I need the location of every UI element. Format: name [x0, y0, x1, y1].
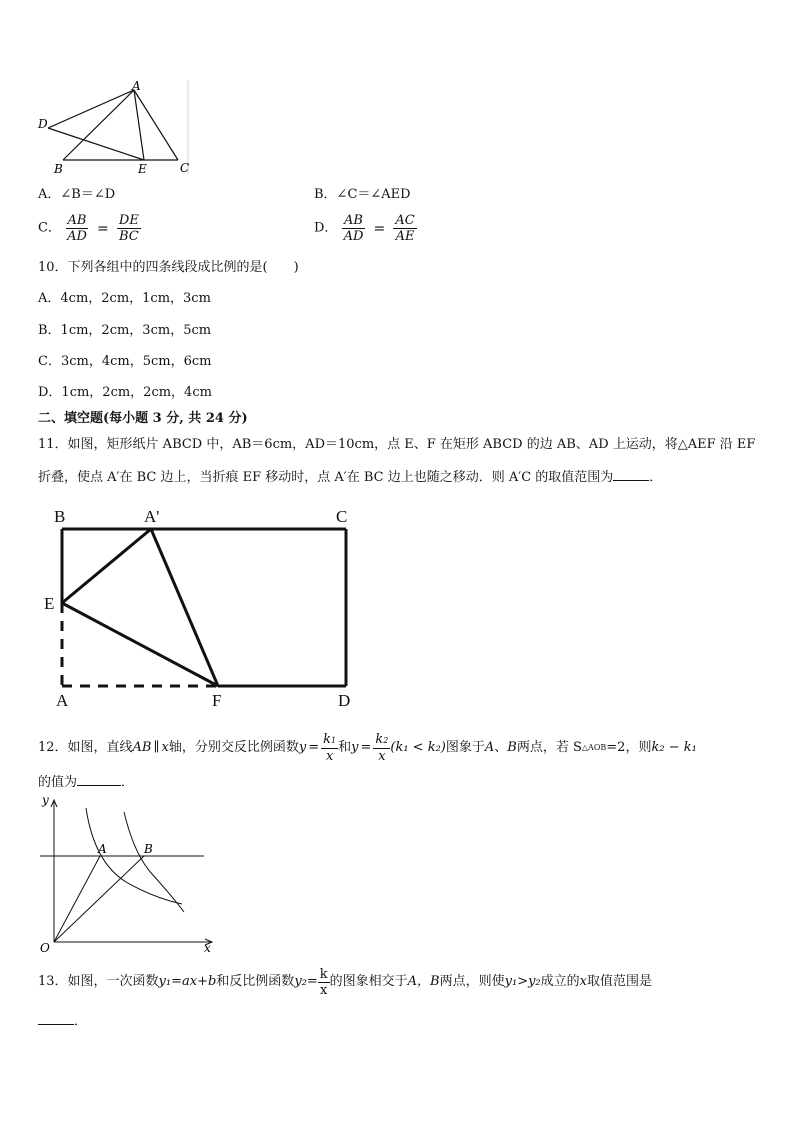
q13-text: 成立的	[540, 974, 580, 989]
numerator: DE	[118, 213, 139, 228]
point-label-B: B	[144, 842, 153, 856]
q12-and: 和	[338, 740, 352, 755]
label-C: C	[180, 161, 190, 175]
label-A: A	[132, 79, 141, 93]
q13-text: 取值范围是	[587, 974, 653, 989]
equals-sign: =	[97, 220, 109, 237]
q9-option-a[interactable]: A．∠B＝∠D	[38, 187, 116, 202]
denominator: AD	[67, 229, 87, 244]
fraction	[393, 213, 416, 244]
fraction	[117, 213, 141, 244]
denominator: BC	[119, 229, 139, 244]
axis-label-y: y	[42, 793, 49, 807]
q9-triangle-figure	[34, 78, 194, 178]
numerator: k	[319, 966, 328, 982]
label-D: D	[38, 117, 48, 131]
q12-text: =2，则	[606, 740, 652, 755]
q10-stem: 10．下列各组中的四条线段成比例的是( )	[38, 260, 299, 275]
q12-eq: =	[308, 740, 320, 755]
denominator: AD	[343, 229, 364, 244]
label-E: E	[138, 162, 147, 176]
q12-eq: =	[360, 740, 372, 755]
answer-blank[interactable]	[38, 1012, 74, 1025]
label-B: B	[54, 162, 63, 176]
q9-option-d[interactable]	[314, 213, 417, 244]
subscript: 2	[383, 736, 389, 745]
q12-line2-text: 的值为	[38, 775, 78, 790]
subscript: 1	[331, 736, 337, 745]
q13-line1	[38, 964, 652, 1000]
q12-text: 12．如图，直线	[38, 740, 133, 755]
fig-label-C: C	[336, 507, 348, 526]
q12-sep: 、	[494, 740, 508, 755]
end-mark: ．	[74, 1014, 88, 1029]
denominator: x	[325, 749, 334, 764]
q12-x: x	[161, 740, 169, 755]
q12-y: y	[298, 740, 307, 755]
end-mark: ．	[121, 775, 135, 790]
q12-graph-figure	[34, 792, 219, 957]
q11-line2	[38, 468, 662, 487]
q11-line2-text: 折叠，使点 A′在 BC 边上，当折痕 EF 移动时，点 A′在 BC 边上也随之移动．则 A′C 的取值范围为	[38, 470, 614, 485]
q12-AB: AB	[132, 740, 152, 755]
point-label-A: A	[98, 842, 107, 856]
fraction	[65, 213, 89, 244]
origin-label: O	[40, 941, 50, 955]
q12-parallel: ∥	[153, 740, 160, 755]
denominator: AE	[395, 229, 415, 244]
q12-point-B: B	[507, 740, 517, 755]
q12-line2	[38, 773, 134, 792]
fig-label-A: A	[56, 691, 69, 710]
q10-option-a[interactable]: A．4cm，2cm，1cm，3cm	[38, 291, 211, 306]
q9-option-c[interactable]	[38, 213, 141, 244]
denominator: x	[320, 982, 328, 998]
numerator: k	[323, 732, 332, 747]
fig-label-B: B	[54, 507, 66, 526]
answer-blank[interactable]	[77, 773, 121, 786]
q13-text: 13．如图，一次函数	[38, 974, 159, 989]
q12-text: 两点，若 S	[516, 740, 582, 755]
q10-option-b[interactable]: B．1cm，2cm，3cm，5cm	[38, 323, 212, 338]
q13-points: A，B	[407, 974, 440, 989]
q13-linear-function: y₁=ax+b	[158, 974, 217, 989]
q12-area-subscript: △AOB	[581, 743, 607, 752]
q10-option-c[interactable]: C．3cm，4cm，5cm，6cm	[38, 354, 212, 369]
fraction-k2-x	[373, 732, 390, 764]
option-prefix: C．	[38, 220, 61, 236]
fig-label-F: F	[212, 691, 222, 710]
q12-point-A: A	[484, 740, 495, 755]
q10-option-d[interactable]: D．1cm，2cm，2cm，4cm	[38, 385, 212, 400]
fig-label-E: E	[44, 594, 55, 613]
q12-expression: k₂ − k₁	[651, 740, 697, 755]
fraction-k-x	[318, 967, 330, 998]
numerator: AC	[395, 213, 415, 228]
numerator: AB	[344, 213, 363, 228]
q12-condition: (k₁ < k₂)	[390, 740, 446, 755]
denominator: x	[378, 749, 386, 764]
numerator: k	[375, 732, 384, 747]
fig-label-A-prime: A'	[144, 507, 160, 526]
end-mark: ．	[649, 470, 663, 485]
q12-y: y	[351, 740, 359, 755]
fraction-k1-x	[321, 732, 338, 764]
q12-text: 图象于	[445, 740, 485, 755]
q12-line1	[38, 730, 697, 766]
q11-line1: 11．如图，矩形纸片 ABCD 中，AB＝6cm，AD＝10cm，点 E、F 在矩形 ABCD 的边 AB、AD 上运动，将△AEF 沿 EF	[38, 437, 756, 452]
fig-label-D: D	[338, 691, 351, 710]
answer-blank[interactable]	[613, 468, 649, 481]
q13-text: 和反比例函数	[216, 974, 295, 989]
section-title: 二、填空题(每小题 3 分, 共 24 分)	[38, 411, 248, 426]
q11-rectangle-figure	[38, 500, 368, 715]
q12-text: 轴，分别交反比例函数	[168, 740, 299, 755]
q9-option-b[interactable]: B．∠C＝∠AED	[314, 187, 411, 202]
q13-x: x	[579, 974, 588, 989]
option-prefix: D．	[314, 220, 338, 236]
q13-inverse-function: y₂=	[294, 974, 318, 989]
q13-line2	[38, 1012, 87, 1031]
numerator: AB	[67, 213, 87, 228]
q13-text: 的图象相交于	[329, 974, 408, 989]
fraction	[342, 213, 366, 244]
equals-sign: =	[373, 220, 386, 237]
axis-label-x: x	[204, 941, 211, 955]
q13-text: 两点，则使	[439, 974, 505, 989]
q13-inequality: y₁>y₂	[504, 974, 541, 989]
